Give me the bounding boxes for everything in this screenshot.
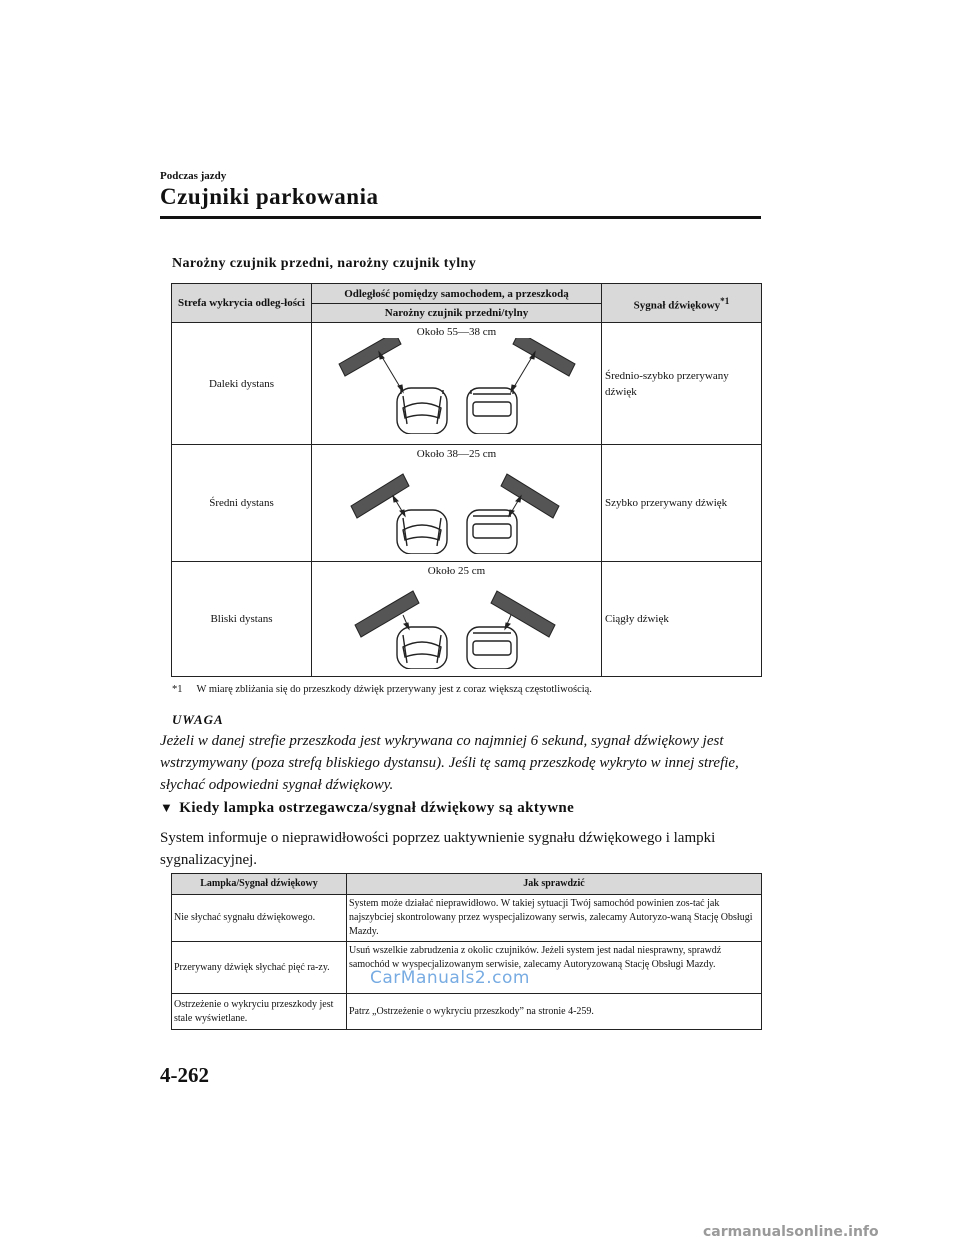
table-row	[172, 994, 762, 1030]
footnote-ref: *1	[720, 295, 730, 306]
distance-value: Około 38—25 cm	[416, 448, 497, 460]
footnote-text: W miarę zbliżania się do przeszkody dźwięk przerywany jest z coraz większą częstotliwością.	[196, 684, 592, 695]
obstacle-left	[339, 338, 401, 376]
condition-cell: Nie słychać sygnału dźwiękowego.	[172, 895, 347, 942]
obstacle-right	[491, 591, 555, 637]
subsection-heading	[160, 800, 574, 817]
header-distance-sub: Narożny czujnik przedni/tylny	[312, 304, 602, 323]
car-front	[397, 510, 447, 554]
distance-value: Około 25 cm	[427, 565, 486, 577]
near-zone-diagram	[337, 577, 577, 669]
car-front	[397, 388, 447, 434]
action-cell: System może działać nieprawidłowo. W takiej sytuacji Twój samochód powinien zos-tać jak najszybciej skontrolowany przez wyspecjalizowany serwis, zalecamy Autoryzo-waną Stację Obsługi Mazdy.	[347, 895, 762, 942]
header-distance: Odległość pomiędzy samochodem, a przeszkodą	[312, 284, 602, 304]
car-rear	[467, 627, 517, 669]
table-row	[172, 445, 762, 562]
note-title: UWAGA	[172, 712, 224, 727]
page-title: Czujniki parkowania	[160, 184, 379, 209]
distance-cell	[312, 323, 602, 445]
table-row	[172, 323, 762, 445]
body-text: System informuje o nieprawidłowości poprzez uaktywnienie sygnału dźwiękowego i lampki sygnalizacyjnej.	[160, 830, 716, 868]
header-signal-label: Sygnał dźwiękowy	[633, 299, 721, 312]
signal-label: Ciągły dźwięk	[602, 562, 762, 677]
mid-zone-diagram	[337, 460, 577, 554]
distance-cell	[312, 445, 602, 562]
header-action: Jak sprawdzić	[347, 874, 762, 895]
obstacle-right	[513, 338, 575, 376]
zone-label: Bliski dystans	[172, 562, 312, 677]
car-rear	[467, 388, 517, 434]
sensor-table	[171, 283, 762, 677]
car-rear	[467, 510, 517, 554]
distance-cell	[312, 562, 602, 677]
table-row	[172, 562, 762, 677]
action-cell: Usuń wszelkie zabrudzenia z okolic czujników. Jeżeli system jest nadal niesprawny, sprawdź samochód w wyspecjalizowanym serwisie, zalecamy Autoryzowaną Stację Obsługi Mazdy.	[347, 942, 762, 994]
subheading: Narożny czujnik przedni, narożny czujnik tylny	[172, 256, 477, 271]
footnote	[172, 684, 592, 695]
title-divider	[160, 216, 761, 219]
subsection-title: Kiedy lampka ostrzegawcza/sygnał dźwiękowy są aktywne	[179, 800, 575, 816]
zone-label: Daleki dystans	[172, 323, 312, 445]
distance-value: Około 55—38 cm	[416, 326, 497, 338]
zone-label: Średni dystans	[172, 445, 312, 562]
triangle-marker-icon: ▼	[160, 800, 174, 815]
far-zone-diagram	[337, 338, 577, 434]
condition-cell: Przerywany dźwięk słychać pięć ra-zy.	[172, 942, 347, 994]
condition-cell: Ostrzeżenie o wykryciu przeszkody jest stale wyświetlane.	[172, 994, 347, 1030]
footer-watermark: carmanualsonline.info	[703, 1224, 879, 1240]
action-cell: Patrz „Ostrzeżenie o wykryciu przeszkody” na stronie 4-259.	[347, 994, 762, 1030]
table-row	[172, 895, 762, 942]
header-signal	[602, 284, 762, 323]
note-body: Jeżeli w danej strefie przeszkoda jest wykrywana co najmniej 6 sekund, sygnał dźwiękowy jest wstrzymywany (poza strefą bliskiego dystansu). Jeśli tę samą przeszkodę wykryto w innej strefie, słychać odpowiedni sygnał dźwiękowy.	[160, 733, 739, 793]
header-condition: Lampka/Sygnał dźwiękowy	[172, 874, 347, 895]
watermark: CarManuals2.com	[370, 968, 530, 988]
signal-label: Szybko przerywany dźwięk	[602, 445, 762, 562]
signal-label: Średnio-szybko przerywany dźwięk	[602, 323, 762, 445]
footnote-mark: *1	[172, 684, 183, 695]
car-front	[397, 627, 447, 669]
page-number: 4-262	[160, 1063, 209, 1087]
check-table	[171, 873, 762, 1030]
header-zone: Strefa wykrycia odleg-łości	[172, 284, 312, 323]
section-label: Podczas jazdy	[160, 170, 227, 182]
